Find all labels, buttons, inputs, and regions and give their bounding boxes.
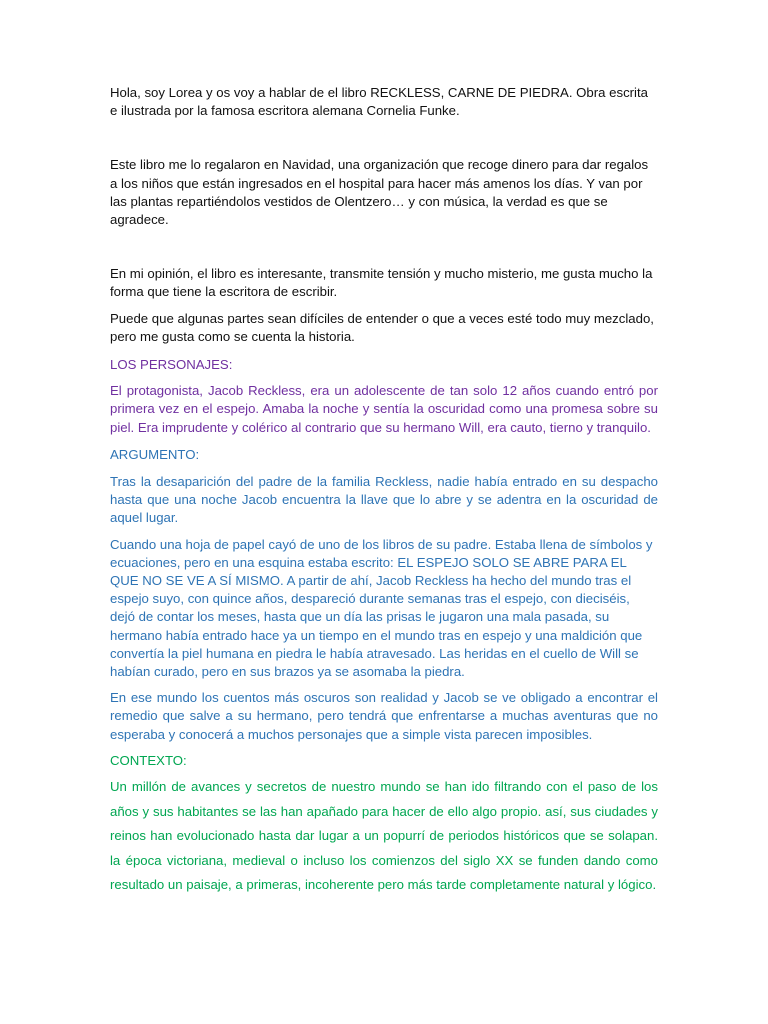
- contexto-heading: CONTEXTO:: [110, 752, 187, 768]
- argumento-paragraph-2: Cuando una hoja de papel cayó de uno de los libros de su padre. Estaba llena de símbolos y ecuaciones, pero en una esquina estaba escrito: EL ESPEJO SOLO SE ABRE PARA EL QUE NO SE VE A SÍ MISMO. A partir de ahí, Jacob Reckless ha hecho del mundo tras el espejo suyo, con quince años, despareció durante semanas tras el espejo, con dieciséis, dejó de contar los meses, hasta que un día las prisas le jugaron una mala pasada, su hermano había entrado hace ya un tiempo en el mundo tras en espejo y una maldición que convertía la piel humana en piedra le había atravesado. Las heridas en el cuello de Will se habían curado, pero en sus brazos ya se asomaba la piedra.: [110, 536, 653, 680]
- opinion-paragraph-1: En mi opinión, el libro es interesante, transmite tensión y mucho misterio, me gusta mucho la forma que tiene la escritora de escribir.: [110, 266, 653, 300]
- gift-paragraph: Este libro me lo regalaron en Navidad, una organización que recoge dinero para dar regalos a los niños que están ingresados en el hospital para hacer más amenos los días. Y van por las plantas repartiéndolos vestidos de Olentzero… y con música, la verdad es que se agradece.: [110, 157, 649, 228]
- contexto-paragraph: Un millón de avances y secretos de nuestro mundo se han ido filtrando con el paso de los años y sus habitantes se las han apañado para hacer de ello algo propio. así, sus ciudades y reinos han evolucionado hasta dar lugar a un popurrí de periodos históricos que se solapan. la época victoriana, medieval o incluso los comienzos del siglo XX se funden dando como resultado un paisaje, a primeras, incoherente pero más tarde completamente natural y lógico.: [110, 779, 658, 893]
- personajes-paragraph: El protagonista, Jacob Reckless, era un adolescente de tan solo 12 años cuando entró por primera vez en el espejo. Amaba la noche y sentía la oscuridad como una promesa sobre su piel. Era imprudente y colérico al contrario que su hermano Will, era cauto, tierno y tranquilo.: [110, 383, 658, 435]
- document-page: [110, 84, 658, 898]
- personajes-heading: LOS PERSONAJES:: [110, 357, 233, 373]
- argumento-paragraph-3: En ese mundo los cuentos más oscuros son realidad y Jacob se ve obligado a encontrar el remedio que salve a su hermano, pero tendrá que enfrentarse a muchas aventuras que no esperaba y conocerá a muchos personajes que a simple vista parecen imposibles.: [110, 690, 658, 742]
- argumento-heading: ARGUMENTO:: [110, 446, 200, 462]
- intro-paragraph: Hola, soy Lorea y os voy a hablar de el libro RECKLESS, CARNE DE PIEDRA. Obra escrita e ilustrada por la famosa escritora alemana Cornelia Funke.: [110, 85, 648, 119]
- argumento-paragraph-1: Tras la desaparición del padre de la familia Reckless, nadie había entrado en su despacho hasta que una noche Jacob encuentra la llave que lo abre y se adentra en la oscuridad de aquel lugar.: [110, 474, 658, 526]
- opinion-paragraph-2: Puede que algunas partes sean difíciles de entender o que a veces esté todo muy mezclado, pero me gusta como se cuenta la historia.: [110, 310, 654, 344]
